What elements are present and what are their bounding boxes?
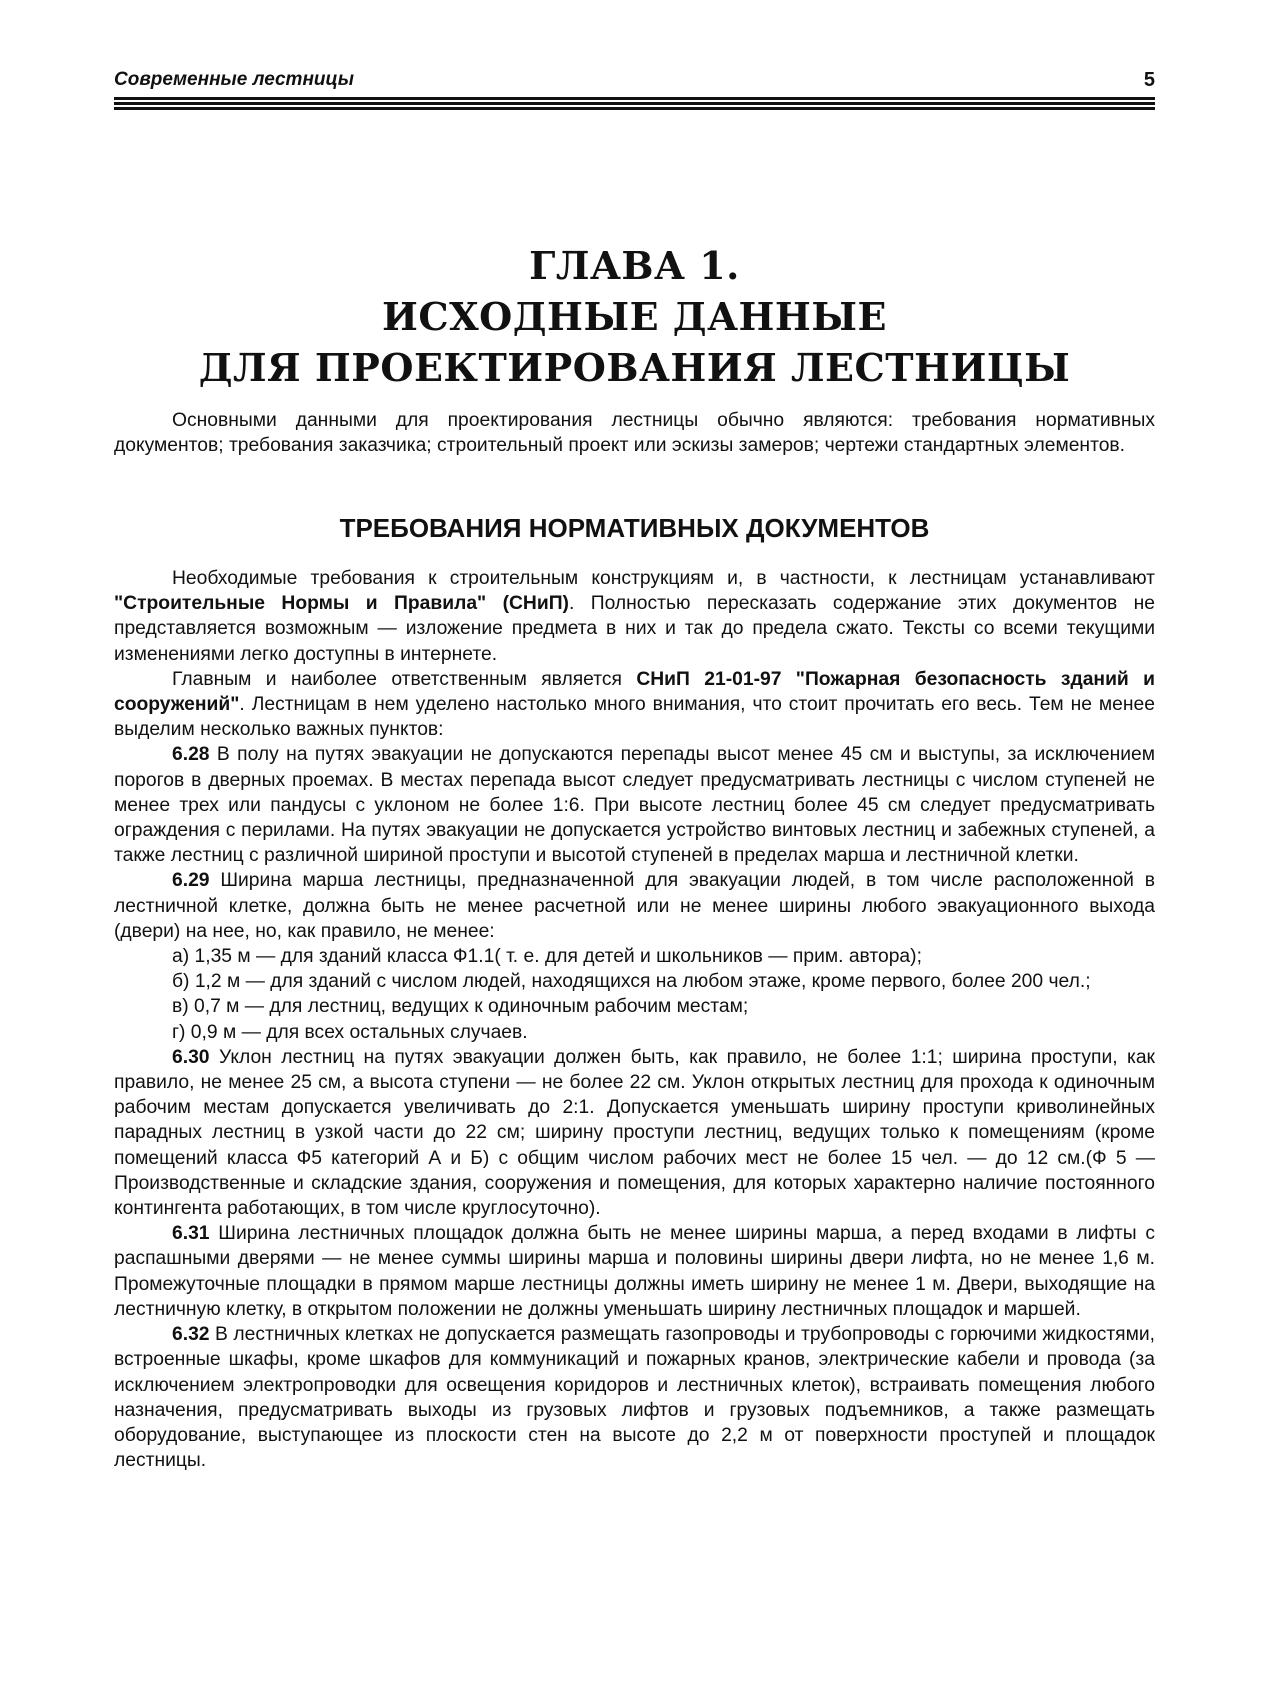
list-item: а) 1,35 м — для зданий класса Ф1.1( т. е. для детей и школьников — прим. автора); xyxy=(172,946,922,968)
main-text xyxy=(114,566,1155,1473)
text-run: . Лестницам в нем уделено настолько много внимания, что стоит прочитать его весь. Тем не менее выделим несколько важных пунктов: xyxy=(114,694,1155,741)
header-rule xyxy=(114,107,1155,110)
chapter-title-line: ИСХОДНЫЕ ДАННЫЕ xyxy=(382,294,887,339)
text-run: . Полностью пересказать содержание этих документов не представляется возможным — изложение предмета в них и так до предела сжато. Тексты со всеми текущими изменениями легко доступны в интернете. xyxy=(114,593,1155,665)
list-item: г) 0,9 м — для всех остальных случаев. xyxy=(172,1021,528,1043)
paragraph-snip-intro xyxy=(114,566,1155,667)
running-head: Современные лестницы xyxy=(114,69,355,90)
paragraph-snip-fire xyxy=(114,667,1155,743)
clause-text: Ширина лестничных площадок должна быть не менее ширины марша, а перед входами в лифты с распашными дверями — не менее суммы ширины марша и половины ширины двери лифта, но не менее 1,6 м. Промежуточные площадки в прямом марше лестницы должны иметь ширину не менее 1 м. Двери, выходящие на лестничную клетку, в открытом положении не должны уменьшать ширину лестничных площадок и маршей. xyxy=(114,1223,1155,1320)
clause-number: 6.31 xyxy=(172,1223,210,1245)
clause-6-29 xyxy=(114,868,1155,944)
clause-text: Ширина марша лестницы, предназначенной для эвакуации людей, в том числе расположенной в лестничной клетке, должна быть не менее расчетной или не менее ширины любого эвакуационного выхода (двери) на нее, но, как правило, не менее: xyxy=(114,870,1155,942)
bold-reference: "Строительные Нормы и Правила" (СНиП) xyxy=(114,593,569,615)
text-run: Необходимые требования к строительным конструкциям и, в частности, к лестницам устанавливают xyxy=(172,568,1155,589)
clause-text: В полу на путях эвакуации не допускаются перепады высот менее 45 см и выступы, за исключением порогов в дверных проемах. В местах перепада высот следует предусматривать лестницы с числом ступеней не менее трех или пандусы с уклоном не более 1:6. При высоте лестниц более 45 см следует предусматривать ограждения с перилами. На путях эвакуации не допускается устройство винтовых лестниц и забежных ступеней, а также лестниц с различной шириной проступи и высотой ступеней в пределах марша и лестничной клетки. xyxy=(114,744,1155,867)
clause-6-32 xyxy=(114,1322,1155,1473)
clause-6-30 xyxy=(114,1045,1155,1221)
bold-reference: СНиП 21-01-97 "Пожарная безопасность зданий и сооружений" xyxy=(114,668,1155,716)
clause-6-28 xyxy=(114,742,1155,868)
intro-section xyxy=(114,408,1155,458)
chapter-title-line: ДЛЯ ПРОЕКТИРОВАНИЯ ЛЕСТНИЦЫ xyxy=(198,345,1071,390)
section-title: ТРЕБОВАНИЯ НОРМАТИВНЫХ ДОКУМЕНТОВ xyxy=(339,513,930,543)
chapter-title xyxy=(114,240,1155,393)
page-number: 5 xyxy=(1143,69,1155,91)
clause-text: В лестничных клетках не допускается размещать газопроводы и трубопроводы с горючими жидкостями, встроенные шкафы, кроме шкафов для коммуникаций и пожарных кранов, электрические кабели и провода (за исключением электропроводки для освещения коридоров и лестничных клеток), встраивать помещения любого назначения, предусматривать выходы из грузовых лифтов и грузовых подъемников, а также размещать оборудование, выступающее из плоскости стен на высоте до 2,2 м от поверхности проступей и площадок лестницы. xyxy=(114,1324,1155,1472)
list-item: в) 0,7 м — для лестниц, ведущих к одиночным рабочим местам; xyxy=(172,996,749,1018)
clause-number: 6.29 xyxy=(172,870,210,892)
header-rule xyxy=(114,97,1155,100)
clause-6-31 xyxy=(114,1221,1155,1322)
clause-number: 6.28 xyxy=(172,744,210,766)
clause-number: 6.32 xyxy=(172,1324,210,1346)
header-rule xyxy=(114,102,1155,105)
chapter-title-line: ГЛАВА 1. xyxy=(529,243,740,288)
clause-number: 6.30 xyxy=(172,1046,210,1068)
intro-paragraph: Основными данными для проектирования лестницы обычно являются: требования нормативных документов; требования заказчика; строительный проект или эскизы замеров; чертежи стандартных элементов. xyxy=(114,410,1155,457)
header-rules xyxy=(114,97,1155,112)
clause-text: Уклон лестниц на путях эвакуации должен быть, как правило, не более 1:1; ширина проступи, как правило, не менее 25 см, а высота ступени — не более 22 см. Уклон открытых лестниц для прохода к одиночным рабочим местам допускается увеличивать до 2:1. Допускается уменьшать ширину проступи криволинейных парадных лестниц в узкой части до 22 см; ширину проступи лестниц, ведущих только к помещениям (кроме помещений класса Ф5 категорий А и Б) с общим числом рабочих мест не более 15 чел. — до 12 см.(Ф 5 — Производственные и складские здания, сооружения и помещения, для которых характерно наличие постоянного контингента работающих, в том числе круглосуточно). xyxy=(114,1046,1155,1220)
list-item: б) 1,2 м — для зданий с числом людей, находящихся на любом этаже, кроме первого, более 200 чел.; xyxy=(172,971,1091,993)
page-header xyxy=(114,68,1155,92)
text-run: Главным и наиболее ответственным является xyxy=(172,668,637,690)
